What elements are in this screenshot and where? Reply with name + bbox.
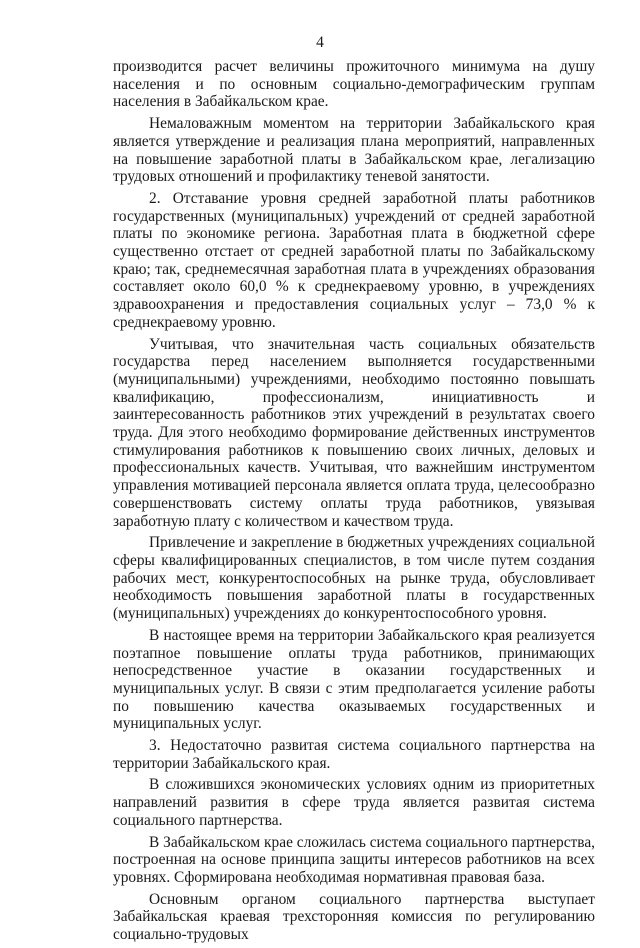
paragraph-6: В настоящее время на территории Забайкальского края реализуется поэтапное повышение оплаты труда работников, принимающих непосредственное участие в оказании государственных и муниципальных услуг. В связи с этим предполагается усиление работы по повышению качества оказываемых государственных и муниципальных услуг. — [113, 626, 595, 733]
paragraph-9: В Забайкальском крае сложилась система социального партнерства, построенная на основе принципа защиты интересов работников на всех уровнях. Сформирована необходимая нормативная правовая база. — [113, 833, 595, 886]
paragraph-2: Немаловажным моментом на территории Забайкальского края является утверждение и реализация плана мероприятий, направленных на повышение заработной платы в Забайкальском крае, легализацию трудовых отношений и профилактику теневой занятости. — [113, 115, 595, 186]
paragraph-3: 2. Отставание уровня средней заработной платы работников государственных (муниципальных) учреждений от средней заработной платы по экономике региона. Заработная плата в бюджетной сфере существенно отстает от средней заработной платы по Забайкальскому краю; так, среднемесячная заработная плата в учреждениях образования составляет около 60,0 % к среднекраевому уровню, в учреждениях здравоохранения и предоставления социальных услуг – 73,0 % к среднекраевому уровню. — [113, 189, 595, 331]
paragraph-10: Основным органом социального партнерства выступает Забайкальская краевая трехсторонняя комиссия по регулированию социально-трудовых — [113, 890, 595, 944]
document-body — [113, 58, 595, 948]
paragraph-7: 3. Недостаточно развитая система социального партнерства на территории Забайкальского края. — [113, 737, 595, 772]
paragraph-8: В сложившихся экономических условиях одним из приоритетных направлений развития в сфере труда является развитая система социального партнерства. — [113, 776, 595, 829]
paragraph-5: Привлечение и закрепление в бюджетных учреждениях социальной сферы квалифицированных специалистов, в том числе путем создания рабочих мест, конкурентоспособных на рынке труда, обусловливает необходимость повышения заработной платы в государственных (муниципальных) учреждениях до конкурентоспособного уровня. — [113, 534, 595, 623]
page-number: 4 — [316, 34, 324, 51]
paragraph-1: производится расчет величины прожиточного минимума на душу населения и по основным социально-демографическим группам населения в Забайкальском крае. — [113, 58, 595, 111]
paragraph-4: Учитывая, что значительная часть социальных обязательств государства перед населением выполняется государственными (муниципальными) учреждениями, необходимо постоянно повышать квалификацию, профессионализм, инициативность и заинтересованность работников этих учреждений в результатах своего труда. Для этого необходимо формирование действенных инструментов стимулирования работников к повышению своих личных, деловых и профессиональных качеств. Учитывая, что важнейшим инструментом управления мотивацией персонала является оплата труда, целесообразно совершенствовать систему оплаты труда работников, увязывая заработную плату с количеством и качеством труда. — [113, 335, 595, 530]
